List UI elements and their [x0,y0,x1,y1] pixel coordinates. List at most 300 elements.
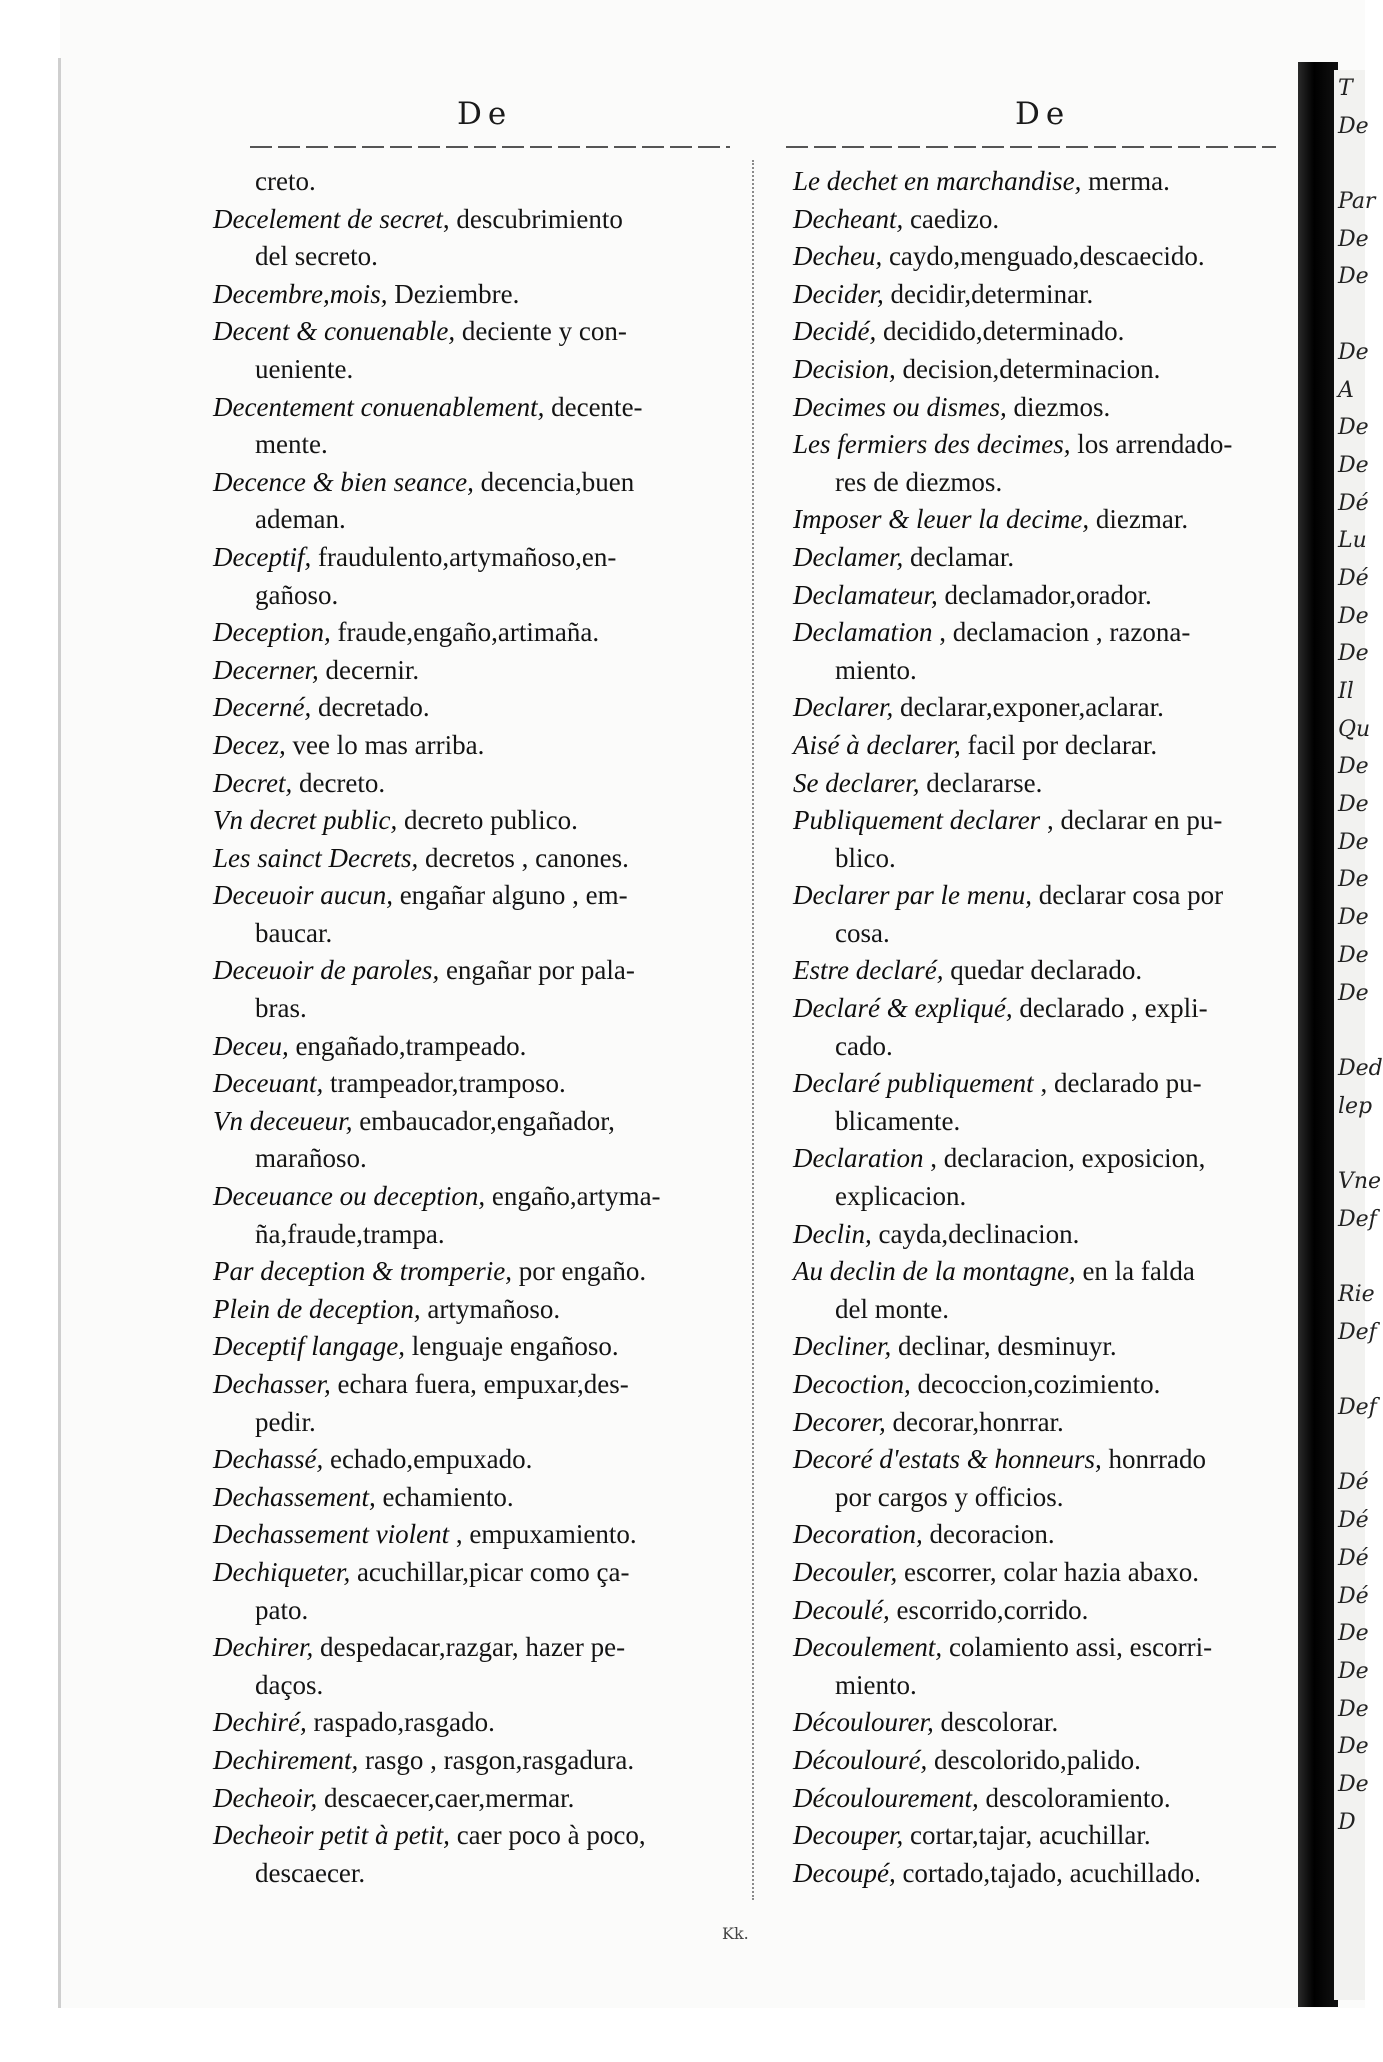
headword: Deception, [213,617,331,648]
facing-page-text: De [1338,415,1369,441]
definition: declararse. [919,767,1043,798]
headword: Decembre,mois, [213,278,388,309]
dictionary-entry [213,389,748,427]
facing-page-text: Lu [1338,528,1367,554]
headword: Declamer, [793,541,904,572]
headword: Declamation [793,617,933,648]
dictionary-entry [793,1704,1293,1742]
entry-continuation [213,915,748,953]
headword: Decidé, [793,316,877,347]
definition: mente. [255,429,328,460]
facing-page-fragment [1334,70,1383,2000]
facing-page-text [1334,296,1365,334]
facing-page-text: De [1338,603,1369,629]
definition: miento. [835,654,917,685]
dictionary-entry [213,1554,748,1592]
book-spine-shadow [1298,62,1338,2007]
definition: descolorar. [933,1707,1059,1738]
dictionary-entry [793,163,1293,201]
definition: res de diezmos. [835,466,1003,497]
facing-page-text [1334,145,1365,183]
definition: miento. [835,1669,917,1700]
headword: Decoulé, [793,1594,890,1625]
dictionary-entry [793,389,1293,427]
dictionary-entry [793,313,1293,351]
facing-page-text [1334,1238,1365,1276]
dictionary-entry [793,1780,1293,1818]
dictionary-entry [793,238,1293,276]
headword: Vn deceueur, [213,1105,353,1136]
definition: declamador,orador. [937,579,1152,610]
definition: engañado,trampeado. [288,1030,527,1061]
definition: echamiento. [375,1481,514,1512]
definition: marañoso. [255,1143,367,1174]
dictionary-entry [213,1328,748,1366]
definition: , declarado pu- [1033,1068,1202,1099]
dictionary-entry [793,577,1293,615]
headword: Deceuance ou deception, [213,1181,486,1212]
entry-continuation [793,464,1293,502]
dictionary-entry [213,765,748,803]
definition: fraudulento,artymañoso,en- [311,541,617,572]
definition: cayda,declinacion. [871,1218,1080,1249]
facing-page-text: De [1338,1621,1369,1647]
definition: Deziembre. [387,278,520,309]
definition: engañar por pala- [439,955,635,986]
entry-continuation [793,1479,1293,1517]
definition: baucar. [255,917,333,948]
facing-page-text: Par [1338,189,1376,215]
definition: descaecer. [255,1857,366,1888]
headword: Deceptif langage, [213,1331,405,1362]
definition: trampeador,tramposo. [323,1068,566,1099]
definition: los arrendado- [1070,429,1233,460]
definition: honrrado [1101,1444,1206,1475]
definition: descoloramiento. [978,1782,1171,1813]
facing-page-text: Dé [1338,565,1369,591]
headword: Les sainct Decrets, [213,842,419,873]
headword: Decentement conuenablement, [213,391,545,422]
headword: Decelement de secret [213,203,443,234]
running-header-left: De [457,96,513,132]
dictionary-entry [793,614,1293,652]
facing-page-text: Vne [1338,1168,1382,1194]
entry-continuation [213,577,748,615]
headword: Declarer par le menu, [793,880,1032,911]
definition: quedar declarado. [943,955,1143,986]
entry-continuation [213,1404,748,1442]
signature-mark: Kk. [722,1924,749,1943]
facing-page-text: De [1338,339,1369,365]
facing-page-text: Ded [1338,1055,1383,1081]
definition: declarar cosa por [1031,880,1224,911]
headword: Declarer, [793,692,894,723]
facing-page-text: Def [1338,1395,1377,1421]
entry-continuation [213,1140,748,1178]
definition: echara fuera, empuxar,des- [330,1369,629,1399]
headword: Decider, [793,278,884,309]
facing-page-text: De [1338,641,1369,667]
entry-continuation [213,1592,748,1630]
facing-page-text: lep [1338,1093,1373,1119]
definition: blico. [835,842,896,873]
dictionary-entry [213,1516,748,1554]
definition: blicamente. [835,1105,961,1136]
definition: diezmos. [1006,391,1111,422]
definition: vee lo mas arriba. [285,729,485,760]
headword: Vn decret public, [213,805,398,836]
facing-page-text: De [1338,754,1369,780]
left-column [213,163,748,1892]
dictionary-entry [213,1291,748,1329]
facing-page-text: De [1338,452,1369,478]
entry-continuation [793,1291,1293,1329]
headword: Decheoir, [213,1782,318,1813]
dictionary-entry [213,1028,748,1066]
definition: rasgo , rasgon,rasgadura. [358,1744,635,1775]
headword: Decence & bien seance, [213,466,474,497]
headword: Decoupé, [793,1857,896,1888]
dictionary-entry [213,1253,748,1291]
page-edge [58,58,61,2008]
facing-page-text: A [1338,377,1354,403]
definition: decision,determinacion. [895,353,1161,384]
definition: , declaracion, exposicion, [923,1143,1206,1174]
headword: Decision, [793,353,896,384]
definition: ueniente. [255,353,354,384]
headword: Declaration [793,1143,924,1174]
definition: deciente y con- [455,316,627,347]
definition: colamiento assi, escorri- [942,1632,1213,1663]
facing-page-text: De [1338,113,1369,139]
header-rule-right [786,146,1276,148]
facing-page-text: De [1338,264,1369,290]
headword: Declaré & expliqué, [793,993,1013,1024]
headword: Plein de deception, [213,1293,421,1324]
headword: Se declarer, [793,767,920,798]
dictionary-entry [793,1554,1293,1592]
dictionary-entry [213,652,748,690]
headword: Dechasser, [213,1369,331,1399]
scan-bottom-margin [0,2008,1365,2062]
dictionary-entry [213,464,748,502]
definition: descolorido,palido. [927,1744,1141,1775]
entry-continuation [213,426,748,464]
facing-page-text: De [1338,980,1369,1006]
column-divider [752,160,754,1900]
facing-page-text: Def [1338,1319,1377,1345]
headword: Decoration, [793,1519,923,1550]
facing-page-text: Dé [1338,1545,1369,1571]
definition: , declamacion , razona- [932,617,1191,648]
headword: Decouper, [793,1820,904,1851]
dictionary-entry [213,877,748,915]
definition: descaecer,caer,mermar. [317,1782,575,1813]
definition: decencia,buen [473,466,635,497]
dictionary-entry [213,727,748,765]
dictionary-entry [793,990,1293,1028]
definition: merma. [1081,166,1170,196]
definition: facil por declarar. [960,729,1158,760]
definition: escorrer, colar hazia abaxo. [897,1556,1199,1587]
dictionary-entry [793,1855,1293,1893]
dictionary-entry [793,201,1293,239]
definition: fraude,engaño,artimaña. [330,617,600,648]
definition: decoccion,cozimiento. [910,1369,1161,1399]
dictionary-entry [213,201,748,239]
dictionary-entry [793,1140,1293,1178]
dictionary-entry [793,1328,1293,1366]
definition: daços. [255,1669,324,1700]
headword: Decliner, [793,1331,892,1362]
facing-page-text: Qu [1338,716,1371,742]
headword: Découlourement, [793,1782,979,1813]
dictionary-entry [793,351,1293,389]
headword: Le dechet en marchandise, [793,166,1082,196]
entry-continuation [213,501,748,539]
entry-continuation [213,163,748,201]
facing-page-text: De [1338,1771,1369,1797]
scan-margin [0,0,60,2062]
headword: Estre declaré, [793,955,944,986]
dictionary-entry [213,1817,748,1855]
headword: Decoré d'estats & honneurs, [793,1444,1102,1475]
dictionary-entry [793,1817,1293,1855]
entry-continuation [793,915,1293,953]
headword: Decouler, [793,1556,898,1587]
definition: diezmar. [1089,504,1189,535]
dictionary-entry [793,689,1293,727]
entry-continuation [213,1216,748,1254]
facing-page-text: De [1338,942,1369,968]
definition: escorrido,corrido. [889,1594,1089,1625]
headword: Dechirer, [213,1632,314,1663]
facing-page-text: De [1338,226,1369,252]
definition: del monte. [835,1293,949,1324]
dictionary-entry [213,1178,748,1216]
dictionary-entry [793,1065,1293,1103]
dictionary-entry [213,1479,748,1517]
headword: Deceu, [213,1030,289,1061]
entry-continuation [213,351,748,389]
headword: Dechiqueter, [213,1556,351,1587]
definition: embaucador,engañador, [352,1105,615,1136]
dictionary-entry [213,1742,748,1780]
facing-page-text: De [1338,867,1369,893]
headword: Par deception & tromperie, [213,1256,512,1287]
definition: pato. [255,1594,309,1625]
headword: Deceptif, [213,541,312,572]
entry-continuation [213,238,748,276]
definition: decoracion. [922,1519,1055,1550]
headword: Declin, [793,1218,872,1249]
headword: Imposer & leuer la decime, [793,504,1090,535]
definition: por cargos y officios. [835,1481,1064,1512]
facing-page-text: Dé [1338,1508,1369,1534]
definition: echado,empuxado. [323,1444,533,1475]
headword: Declaré publiquement [793,1068,1034,1099]
headword: Dechiré, [213,1707,307,1738]
facing-page-text [1334,1427,1365,1465]
headword: Découlouré, [793,1744,928,1775]
facing-page-text: De [1338,792,1369,818]
definition: decorar,honrrar. [885,1406,1064,1437]
definition: decreto. [292,767,386,798]
dictionary-entry [213,1103,748,1141]
definition: decidir,determinar. [883,278,1094,309]
dictionary-entry [793,1441,1293,1479]
facing-page-text: De [1338,1734,1369,1760]
headword: Decret, [213,767,293,798]
dictionary-entry [793,501,1293,539]
definition: raspado,rasgado. [306,1707,495,1738]
running-header-right: De [1015,96,1071,132]
dictionary-entry [213,1780,748,1818]
headword: Découlourer, [793,1707,934,1738]
definition: decreto publico. [397,805,578,836]
facing-page-text: D [1338,1809,1356,1835]
headword: Decerner, [213,654,319,685]
definition: pedir. [255,1406,316,1437]
facing-page-text [1334,1125,1365,1163]
entry-continuation [793,1103,1293,1141]
entry-continuation [213,1667,748,1705]
definition: declinar, desminuyr. [891,1331,1117,1362]
definition: gañoso. [255,579,339,610]
dictionary-entry [793,1253,1293,1291]
dictionary-entry [213,276,748,314]
dictionary-entry [793,1629,1293,1667]
dictionary-entry [213,952,748,990]
facing-page-text: Dé [1338,1470,1369,1496]
definition: del secreto. [255,241,378,272]
definition: creto. [255,166,316,196]
facing-page-text: De [1338,829,1369,855]
dictionary-entry [793,1404,1293,1442]
dictionary-entry [213,1704,748,1742]
definition: caydo,menguado,descaecido. [882,241,1205,272]
definition: caer poco à poco, [449,1820,646,1851]
definition: , descubrimiento [442,203,623,234]
dictionary-entry [793,1516,1293,1554]
headword: Au declin de la montagne, [793,1256,1076,1287]
definition: cortar,tajar, acuchillar. [903,1820,1151,1851]
headword: Decheoir petit à petit, [213,1820,450,1851]
dictionary-entry [793,1592,1293,1630]
dictionary-entry [793,1366,1293,1404]
headword: Declamateur, [793,579,938,610]
facing-page-text: Def [1338,1206,1377,1232]
headword: Decorer, [793,1406,886,1437]
definition: cortado,tajado, acuchillado. [895,1857,1201,1888]
definition: , declarar en pu- [1040,805,1223,836]
headword: Decimes ou dismes, [793,391,1007,422]
headword: Deceuoir de paroles, [213,955,440,986]
headword: Decoulement, [793,1632,943,1663]
dictionary-entry [793,276,1293,314]
definition: bras. [255,993,307,1024]
definition: declamar. [903,541,1015,572]
definition: decernir. [318,654,420,685]
facing-page-text: De [1338,1658,1369,1684]
definition: explicacion. [835,1181,967,1212]
headword: Les fermiers des decimes, [793,429,1071,460]
definition: decidido,determinado. [876,316,1125,347]
dictionary-entry [213,313,748,351]
dictionary-entry [793,1742,1293,1780]
facing-page-text: Dé [1338,1583,1369,1609]
facing-page-text: De [1338,1696,1369,1722]
headword: Decheu, [793,241,883,272]
headword: Dechirement, [213,1744,359,1775]
entry-continuation [793,840,1293,878]
facing-page-text: De [1338,905,1369,931]
definition: ña,fraude,trampa. [255,1218,445,1249]
definition: cado. [835,1030,893,1061]
entry-continuation [793,1028,1293,1066]
entry-continuation [213,990,748,1028]
right-column [793,163,1293,1892]
dictionary-entry [213,1629,748,1667]
headword: Decheant, [793,203,904,234]
facing-page-text: Il [1338,679,1354,704]
facing-page-text: T [1338,76,1353,101]
headword: Dechassement violent [213,1519,450,1550]
dictionary-entry [213,1065,748,1103]
headword: Dechassé, [213,1444,324,1475]
headword: Decerné, [213,692,312,723]
headword: Decez, [213,729,286,760]
definition: decretos , canones. [418,842,629,873]
headword: Dechassement, [213,1481,376,1512]
header-rule-left [250,146,730,148]
entry-continuation [793,652,1293,690]
dictionary-entry [793,765,1293,803]
definition: engañar alguno , em- [392,880,628,911]
entry-continuation [793,1667,1293,1705]
entry-continuation [793,1178,1293,1216]
facing-page-text [1334,1351,1365,1389]
headword: Deceuant, [213,1068,324,1099]
definition: en la falda [1075,1256,1195,1287]
dictionary-entry [213,1366,748,1404]
entry-continuation [213,1855,748,1893]
headword: Decoction, [793,1369,911,1399]
definition: despedacar,razgar, hazer pe- [313,1632,626,1663]
dictionary-entry [213,539,748,577]
definition: caedizo. [903,203,1000,234]
definition: lenguaje engañoso. [404,1331,619,1362]
definition: decente- [544,391,643,422]
dictionary-entry [213,840,748,878]
definition: declarar,exponer,aclarar. [893,692,1164,723]
headword: Decent & conuenable, [213,316,456,347]
definition: , empuxamiento. [449,1519,637,1550]
definition: acuchillar,picar como ça- [350,1556,630,1587]
definition: engaño,artyma- [485,1181,661,1212]
dictionary-entry [793,426,1293,464]
dictionary-entry [793,539,1293,577]
dictionary-entry [213,689,748,727]
dictionary-entry [213,802,748,840]
dictionary-entry [793,877,1293,915]
facing-page-text: Rie [1338,1282,1375,1307]
definition: cosa. [835,917,890,948]
dictionary-entry [213,1441,748,1479]
dictionary-entry [213,614,748,652]
headword: Deceuoir aucun, [213,880,393,911]
facing-page-text [1334,1012,1365,1050]
